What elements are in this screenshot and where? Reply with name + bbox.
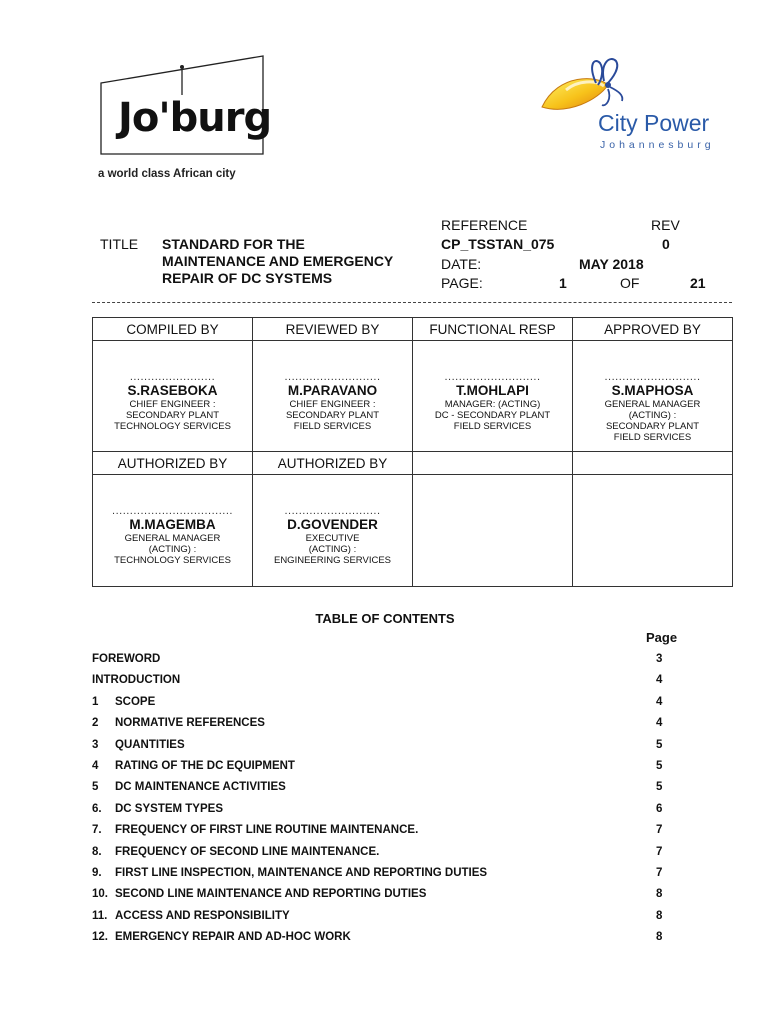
signature-cell-magemba	[93, 475, 253, 587]
signatory-name: S.MAPHOSA	[611, 383, 694, 398]
toc-entry-label: FREQUENCY OF FIRST LINE ROUTINE MAINTENANCE.	[115, 824, 419, 836]
toc-entry-label: FREQUENCY OF SECOND LINE MAINTENANCE.	[115, 846, 380, 858]
toc-entry-number: 8.	[92, 846, 102, 858]
signature-line: ...........................	[284, 505, 381, 517]
toc-entry[interactable]	[92, 910, 672, 926]
toc-entry-label: EMERGENCY REPAIR AND AD-HOC WORK	[115, 931, 351, 943]
toc-entry[interactable]	[92, 717, 672, 733]
toc-entry-page: 4	[656, 674, 663, 686]
toc-entry-label: ACCESS AND RESPONSIBILITY	[115, 910, 290, 922]
signatory-role: TECHNOLOGY SERVICES	[114, 421, 231, 432]
signatory-role: TECHNOLOGY SERVICES	[114, 555, 231, 566]
toc-entry-page: 7	[656, 846, 663, 858]
title-label: TITLE	[100, 236, 139, 252]
toc-entry-page: 4	[656, 717, 663, 729]
page-label: PAGE:	[441, 275, 483, 291]
toc-entry-page: 5	[656, 739, 663, 751]
signature-cell-raseboka	[93, 341, 253, 452]
title-line-2: MAINTENANCE AND EMERGENCY	[162, 253, 394, 269]
signature-cell-govender	[253, 475, 413, 587]
toc-entry[interactable]	[92, 674, 672, 690]
rev-label: REV	[651, 217, 680, 233]
header-empty-4	[573, 452, 733, 475]
signature-cell-maphosa	[573, 341, 733, 452]
toc-title: TABLE OF CONTENTS	[315, 611, 455, 626]
toc-entry-page: 6	[656, 803, 663, 815]
signatory-role: FIELD SERVICES	[293, 421, 372, 432]
signature-line: ...........................	[284, 371, 381, 383]
toc-entry-page: 5	[656, 781, 663, 793]
toc-entry-page: 4	[656, 696, 663, 708]
signatory-role: (ACTING) :	[308, 544, 357, 555]
toc-entry-number: 4	[92, 760, 99, 772]
header-authorized-by-2: AUTHORIZED BY	[253, 452, 413, 475]
toc-entry-number: 12.	[92, 931, 108, 943]
signatory-role: GENERAL MANAGER	[604, 399, 701, 410]
of-label: OF	[620, 275, 640, 291]
toc-entry[interactable]	[92, 803, 672, 819]
signature-line: ........................	[129, 371, 216, 383]
signature-line: ..................................	[112, 505, 233, 517]
signatory-name: S.RASEBOKA	[127, 383, 218, 398]
toc-entry-number: 9.	[92, 867, 102, 879]
reference-label: REFERENCE	[441, 217, 528, 233]
toc-entry-page: 8	[656, 931, 663, 943]
signatory-role: GENERAL MANAGER	[124, 533, 221, 544]
toc-entry-label: SECOND LINE MAINTENANCE AND REPORTING DUTIES	[115, 888, 427, 900]
signatory-role: SECONDARY PLANT	[125, 410, 220, 421]
header-divider	[92, 302, 732, 303]
rev-value: 0	[662, 236, 670, 252]
signatory-role: FIELD SERVICES	[453, 421, 532, 432]
toc-entry[interactable]	[92, 653, 672, 669]
toc-entry-number: 2	[92, 717, 99, 729]
toc-entry-label: DC MAINTENANCE ACTIVITIES	[115, 781, 286, 793]
signatory-role: SECONDARY PLANT	[605, 421, 700, 432]
signature-line: ...........................	[444, 371, 541, 383]
header-compiled-by: COMPILED BY	[93, 318, 253, 341]
toc-entry-number: 1	[92, 696, 99, 708]
signature-line: ...........................	[604, 371, 701, 383]
toc-page-header: Page	[646, 630, 678, 645]
toc-entry-number: 6.	[92, 803, 102, 815]
city-power-name: City Power	[598, 110, 710, 136]
signatory-role: CHIEF ENGINEER :	[289, 399, 376, 410]
toc-entry[interactable]	[92, 739, 672, 755]
toc-entry[interactable]	[92, 888, 672, 904]
toc-entry[interactable]	[92, 696, 672, 712]
signatory-role: (ACTING) :	[148, 544, 197, 555]
toc-entry[interactable]	[92, 824, 672, 840]
toc-entry[interactable]	[92, 781, 672, 797]
signatory-name: M.MAGEMBA	[129, 517, 216, 532]
page-value: 1	[559, 275, 567, 291]
toc-entry-number: 7.	[92, 824, 102, 836]
header-empty-3	[413, 452, 573, 475]
signature-cell-empty-3	[413, 475, 573, 587]
toc-entry-page: 8	[656, 888, 663, 900]
toc-entry-label: FIRST LINE INSPECTION, MAINTENANCE AND REPORTING DUTIES	[115, 867, 488, 879]
joburg-logo-wordmark: Jo'burg	[118, 95, 272, 141]
city-power-subtitle: Johannesburg	[600, 139, 715, 151]
toc-entry-label: FOREWORD	[92, 653, 161, 665]
toc-entry[interactable]	[92, 760, 672, 776]
joburg-tagline: a world class African city	[98, 168, 236, 180]
toc-entry-page: 7	[656, 867, 663, 879]
header-authorized-by-1: AUTHORIZED BY	[93, 452, 253, 475]
date-value: MAY 2018	[579, 256, 644, 272]
toc-entry-number: 3	[92, 739, 99, 751]
reference-value: CP_TSSTAN_075	[441, 236, 555, 252]
signature-cell-empty-4	[573, 475, 733, 587]
header-reviewed-by: REVIEWED BY	[253, 318, 413, 341]
signatory-role: DC - SECONDARY PLANT	[434, 410, 551, 421]
date-label: DATE:	[441, 256, 482, 272]
toc-entry-label: NORMATIVE REFERENCES	[115, 717, 265, 729]
signatory-role: ENGINEERING SERVICES	[273, 555, 392, 566]
signatory-role: MANAGER: (ACTING)	[444, 399, 541, 410]
header-approved-by: APPROVED BY	[573, 318, 733, 341]
toc-entry-page: 8	[656, 910, 663, 922]
toc-entry-number: 11.	[92, 910, 108, 922]
toc-entry-number: 10.	[92, 888, 108, 900]
signature-cell-mohlapi	[413, 341, 573, 452]
header-functional-resp: FUNCTIONAL RESP	[413, 318, 573, 341]
toc-entry-page: 3	[656, 653, 663, 665]
signatory-name: T.MOHLAPI	[456, 383, 529, 398]
of-value: 21	[690, 275, 706, 291]
toc-entry-page: 7	[656, 824, 663, 836]
toc-entry-label: SCOPE	[115, 696, 156, 708]
signatory-role: CHIEF ENGINEER :	[129, 399, 216, 410]
toc-entry[interactable]	[92, 931, 672, 947]
signature-table	[92, 317, 733, 587]
toc-entry-label: QUANTITIES	[115, 739, 185, 751]
toc-entry-label: RATING OF THE DC EQUIPMENT	[115, 760, 295, 772]
signatory-role: (ACTING) :	[628, 410, 677, 421]
signatory-role: EXECUTIVE	[305, 533, 360, 544]
title-line-3: REPAIR OF DC SYSTEMS	[162, 270, 333, 286]
title-line-1: STANDARD FOR THE	[162, 236, 305, 252]
signatory-role: FIELD SERVICES	[613, 432, 692, 443]
signatory-name: M.PARAVANO	[287, 383, 378, 398]
toc-entry-number: 5	[92, 781, 99, 793]
signatory-name: D.GOVENDER	[287, 517, 378, 532]
toc-entry[interactable]	[92, 846, 672, 862]
signature-cell-paravano	[253, 341, 413, 452]
toc-entry-label: INTRODUCTION	[92, 674, 181, 686]
toc-entry[interactable]	[92, 867, 672, 883]
toc-entry-label: DC SYSTEM TYPES	[115, 803, 223, 815]
signatory-role: SECONDARY PLANT	[285, 410, 380, 421]
toc-entry-page: 5	[656, 760, 663, 772]
